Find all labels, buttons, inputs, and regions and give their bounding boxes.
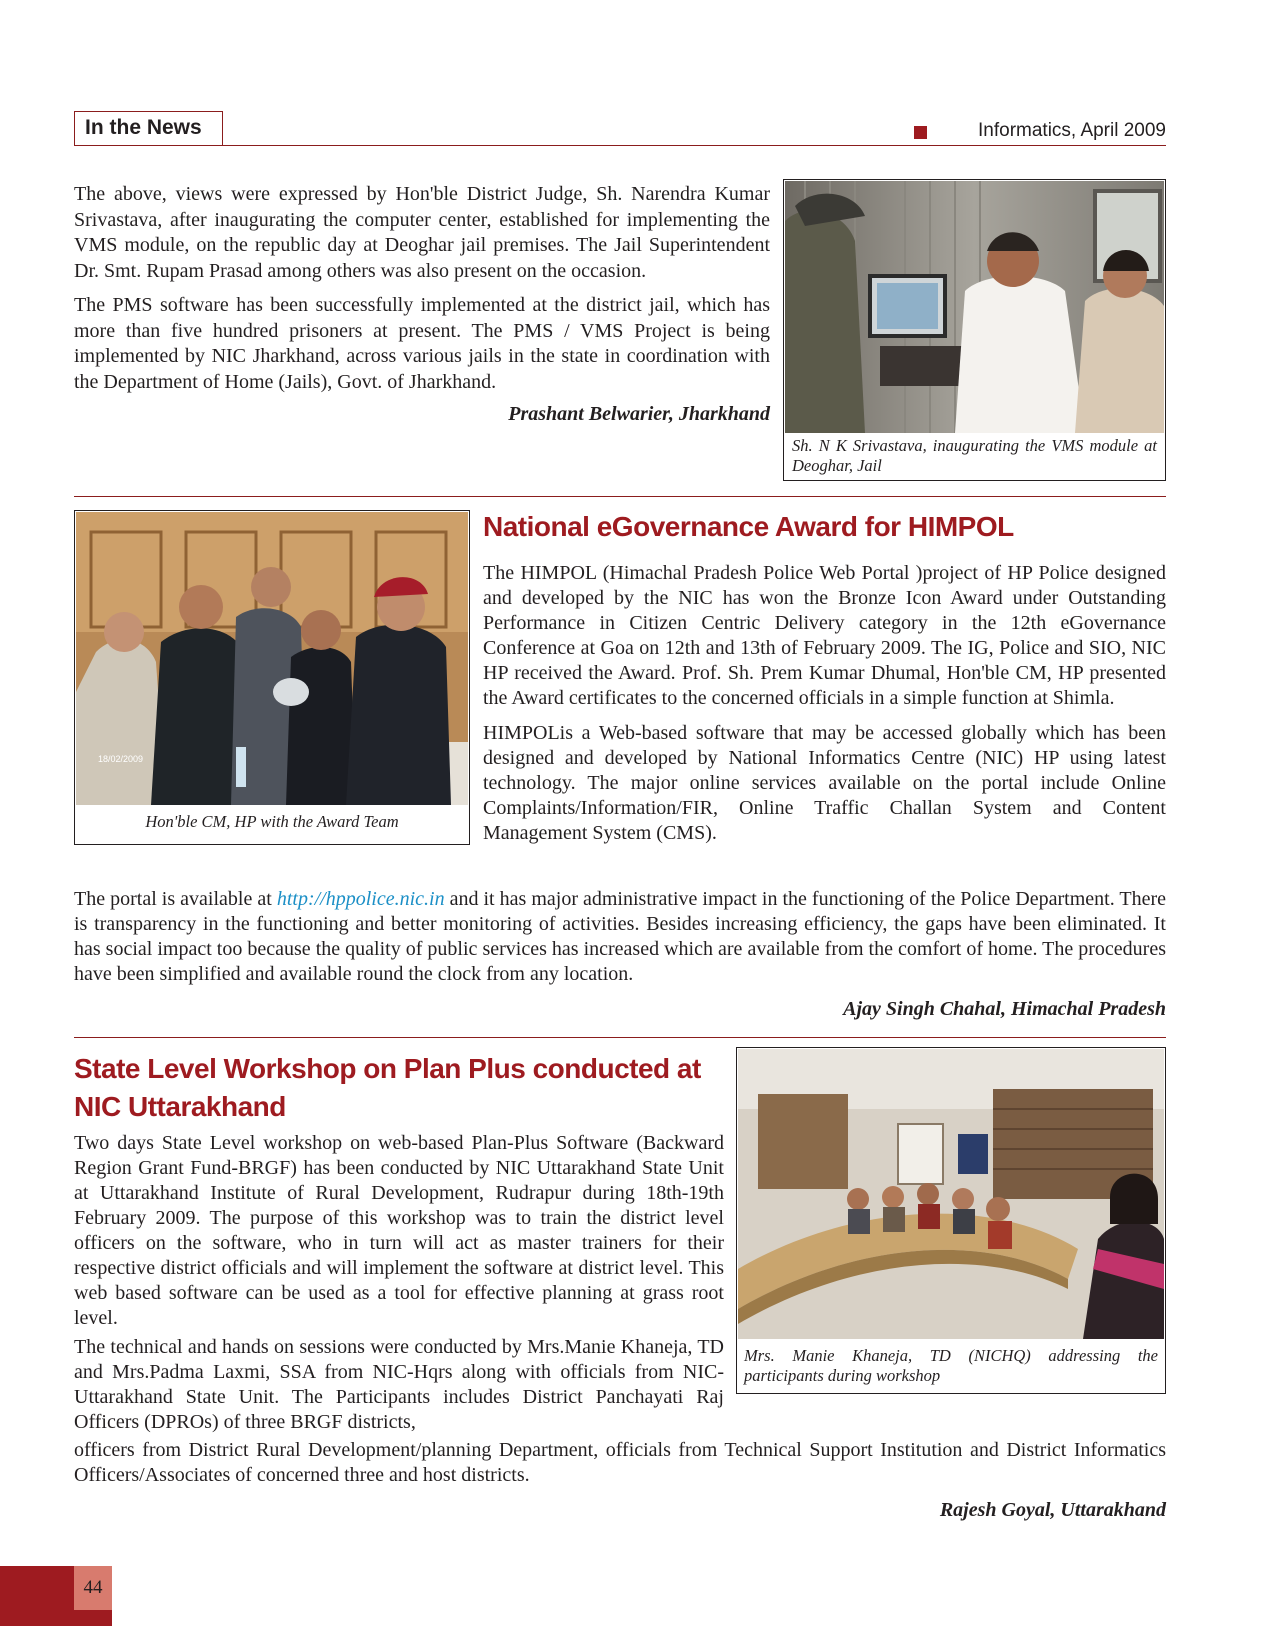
article3-photo bbox=[738, 1049, 1164, 1339]
section-tag: In the News bbox=[74, 111, 223, 146]
issue-label: Informatics, April 2009 bbox=[978, 120, 1166, 141]
article1-photo-frame bbox=[783, 179, 1166, 481]
article2-paragraph: HIMPOLis a Web-based software that may be accessed globally which has been designed and developed by National Informatics Centre (NIC) HP using latest technology. The major online services available on the portal include Online Complaints/Information/FIR, Online Traffic Challan System and Content Management System (CMS). bbox=[483, 722, 1166, 844]
page-number-strip bbox=[74, 1610, 112, 1626]
portal-text-suffix: and it has major administrative impact in the functioning of the Police Department. There is transparency in the functioning and better monitoring of activities. Besides increasing efficiency, the gaps have been eliminated. It has social impact too because the quality of public services has increased which are available from the comfort of home. The procedures have been simplified and available round the clock from any location. bbox=[74, 888, 1167, 985]
article3-paragraph: The technical and hands on sessions were conducted by Mrs.Manie Khaneja, TD and Mrs.Padma Laxmi, SSA from NIC-Hqrs along with officials from NIC-Uttarakhand State Unit. The Participants includes District Panchayati Raj Officers (DPROs) of three BRGF districts, bbox=[74, 1336, 724, 1433]
article2-photo-caption: Hon'ble CM, HP with the Award Team bbox=[145, 812, 399, 831]
article3-continuation bbox=[74, 1438, 1166, 1522]
article1-body bbox=[74, 182, 770, 426]
article2-headline: National eGovernance Award for HIMPOL bbox=[483, 511, 1014, 542]
article3-photo-frame bbox=[736, 1047, 1166, 1394]
article2-portal-paragraph bbox=[74, 887, 1166, 987]
portal-link[interactable]: http://hppolice.nic.in bbox=[276, 888, 445, 910]
section-divider bbox=[74, 496, 1166, 497]
workshop-photo-icon bbox=[738, 1049, 1164, 1339]
header-square-icon bbox=[914, 126, 927, 139]
article1-paragraph: The above, views were expressed by Hon'ble District Judge, Sh. Narendra Kumar Srivastava, after inaugurating the computer center, established for implementing the VMS module, on the republic day at Deoghar jail premises. The Jail Superintendent Dr. Smt. Rupam Prasad among others was also present on the occasion. bbox=[74, 183, 770, 282]
article2-paragraph: The HIMPOL (Himachal Pradesh Police Web Portal )project of HP Police designed and developed by the NIC has won the Bronze Icon Award under Outstanding Performance in Citizen Centric Delivery category in the 12th eGovernance Conference at Goa on 12th and 13th of February 2009. The IG, Police and SIO, NIC HP received the Award. Prof. Sh. Prem Kumar Dhumal, Hon'ble CM, HP presented the Award certificates to the concerned officials in a simple function at Shimla. bbox=[483, 562, 1166, 709]
jail-inauguration-photo-icon bbox=[785, 181, 1164, 433]
article2-photo bbox=[76, 512, 468, 805]
award-team-photo-icon bbox=[76, 512, 468, 805]
article2-byline: Ajay Singh Chahal, Himachal Pradesh bbox=[843, 998, 1166, 1020]
article2-photo-frame bbox=[74, 510, 470, 845]
section-divider bbox=[74, 1037, 1166, 1038]
article2-column bbox=[483, 508, 1166, 846]
article1-paragraph: The PMS software has been successfully implemented at the district jail, which has more than five hundred prisoners at present. The PMS / VMS Project is being implemented by NIC Jharkhand, across various jails in the state in coordination with the Department of Home (Jails), Govt. of Jharkhand. bbox=[74, 294, 770, 393]
article3-headline: State Level Workshop on Plan Plus conducted at NIC Uttarakhand bbox=[74, 1053, 701, 1122]
header-rule bbox=[74, 145, 1166, 146]
article2-portal-block bbox=[74, 887, 1166, 1021]
article3-byline: Rajesh Goyal, Uttarakhand bbox=[939, 1499, 1166, 1521]
article1-photo bbox=[785, 181, 1164, 433]
page-number: 44 bbox=[74, 1566, 112, 1610]
article3-paragraph-end: officers from District Rural Development/planning Department, officials from Technical Support Institution and District Informatics Officers/Associates of concerned three and host districts. bbox=[74, 1439, 1166, 1486]
article1-byline: Prashant Belwarier, Jharkhand bbox=[508, 403, 770, 425]
article1-photo-caption: Sh. N K Srivastava, inaugurating the VMS module at Deoghar, Jail bbox=[792, 436, 1157, 475]
article3-column bbox=[74, 1050, 724, 1435]
portal-text-prefix: The portal is available at bbox=[74, 888, 277, 910]
article3-paragraph: Two days State Level workshop on web-based Plan-Plus Software (Backward Region Grant Fund-BRGF) has been conducted by NIC Uttarakhand State Unit at Uttarakhand Institute of Rural Development, Rudrapur during 18th-19th February 2009. The purpose of this workshop was to train the district level officers on the software, who in turn will act as master trainers for their respective district officials and will implement the software at district level. This web based software can be used as a tool for effective planning at grass root level. bbox=[74, 1132, 724, 1329]
article2-photo-stamp: 18/02/2009 bbox=[98, 754, 144, 764]
article3-photo-caption: Mrs. Manie Khaneja, TD (NICHQ) addressing the participants during workshop bbox=[744, 1346, 1158, 1385]
page-number-bar bbox=[0, 1566, 74, 1626]
